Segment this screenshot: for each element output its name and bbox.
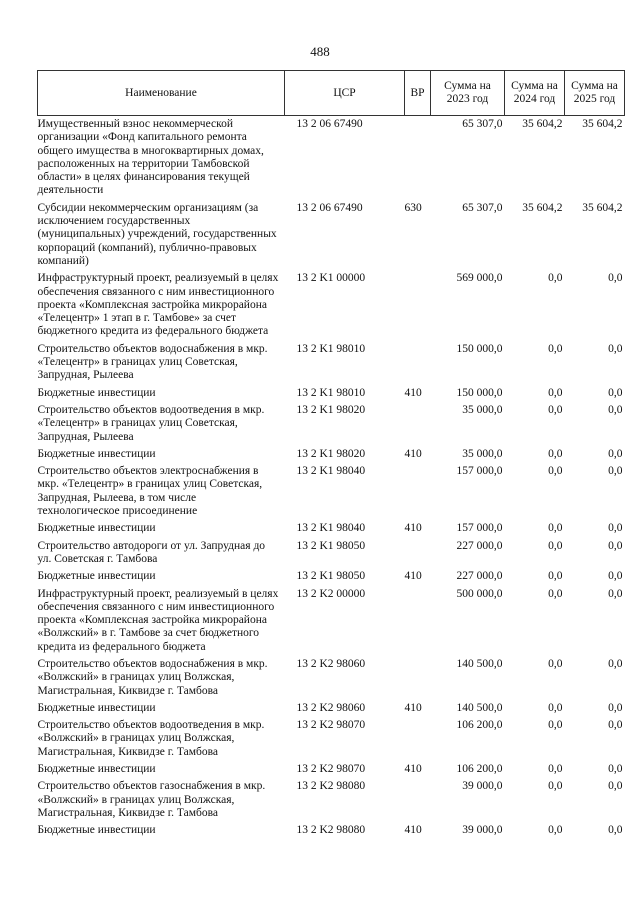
table-row [38,446,625,463]
row-csr: 13 2 K1 98020 [296,447,366,460]
row-sum-2023: 157 000,0 [456,465,503,478]
table-row [38,761,625,778]
row-name: Строительство объектов водоотведения в мкр. «Волжский» в границах улиц Волжская, Магистральная, Киквидзе г. Тамбова [37,719,265,758]
row-sum-2024: 35 604,2 [522,201,563,214]
row-csr: 13 2 K2 98080 [296,824,366,837]
table-row [38,116,625,200]
row-name: Инфраструктурный проект, реализуемый в целях обеспечения связанного с ним инвестиционного проекта «Комплексная застройка микрорайона «Волжский» в г. Тамбове за счет бюджетного кредита из федерального бюджета [37,587,279,653]
row-sum-2025: 0,0 [608,447,623,460]
table-row [38,656,625,700]
row-vr: 410 [404,701,422,714]
row-sum-2024: 0,0 [548,522,563,535]
table-row [38,586,625,656]
row-vr: 410 [404,570,422,583]
row-sum-2023: 500 000,0 [456,587,503,600]
row-csr: 13 2 K2 98060 [296,701,366,714]
row-sum-2023: 157 000,0 [456,522,503,535]
row-sum-2025: 0,0 [608,587,623,600]
row-csr: 13 2 K1 98040 [296,465,366,478]
budget-table [37,70,625,840]
row-sum-2024: 0,0 [548,570,563,583]
header-sum-2024: Сумма на 2024 год [505,71,565,116]
table-row [38,568,625,585]
table-row [38,822,625,839]
table-header-row [38,71,625,116]
row-sum-2025: 0,0 [608,824,623,837]
row-sum-2025: 0,0 [608,272,623,285]
row-name: Бюджетные инвестиции [37,701,156,714]
row-sum-2024: 0,0 [548,701,563,714]
row-sum-2025: 0,0 [608,539,623,552]
table-row [38,341,625,385]
row-sum-2024: 0,0 [548,719,563,732]
row-name: Строительство объектов водоотведения в мкр. «Телецентр» в границах улиц Советская, Запрудная, Рылеева [37,403,265,443]
row-name: Строительство автодороги от ул. Запрудная до ул. Советская г. Тамбова [37,539,266,565]
table-row [38,385,625,402]
row-csr: 13 2 K2 98070 [296,763,366,776]
row-sum-2025: 0,0 [608,719,623,732]
row-sum-2023: 39 000,0 [462,780,503,793]
table-row [38,717,625,761]
row-vr [405,116,431,200]
header-sum-2023: Сумма на 2023 год [431,71,505,116]
row-sum-2023: 65 307,0 [462,118,503,130]
row-csr: 13 2 06 67490 [296,118,363,130]
row-csr: 13 2 K2 98080 [296,780,366,793]
row-sum-2025: 0,0 [608,522,623,535]
row-name: Бюджетные инвестиции [37,386,156,399]
row-name: Имущественный взнос некоммерческой организации «Фонд капитального ремонта общего имущества в многоквартирных домах, расположенных на территории Тамбовской области» в целях финансирования текущей деятельности [37,118,264,197]
row-sum-2023: 35 000,0 [462,447,503,460]
row-csr: 13 2 K2 00000 [296,587,366,600]
table-row [38,402,625,446]
table-row [38,270,625,340]
row-sum-2024: 0,0 [548,465,563,478]
row-sum-2023: 39 000,0 [462,824,503,837]
row-vr: 410 [404,386,422,399]
row-vr: 410 [404,824,422,837]
row-sum-2025: 0,0 [608,403,623,416]
row-name: Строительство объектов газоснабжения в мкр. «Волжский» в границах улиц Волжская, Магистральная, Киквидзе г. Тамбова [37,780,266,819]
row-sum-2025: 0,0 [608,701,623,714]
row-vr: 410 [404,763,422,776]
row-sum-2024: 0,0 [548,272,563,285]
row-csr: 13 2 K2 98060 [296,657,366,670]
row-vr [405,402,431,446]
row-csr: 13 2 K1 98050 [296,539,366,552]
row-csr: 13 2 K1 98050 [296,570,366,583]
row-name: Строительство объектов водоснабжения в мкр. «Телецентр» в границах улиц Советская, Запрудная, Рылеева [37,342,268,382]
row-sum-2023: 140 500,0 [456,657,503,670]
table-row [38,463,625,520]
row-sum-2024: 0,0 [548,403,563,416]
row-sum-2023: 65 307,0 [462,201,503,214]
row-sum-2024: 35 604,2 [522,118,563,130]
row-csr: 13 2 K1 98010 [296,386,366,399]
header-vr: ВР [405,71,431,116]
page-number: 488 [310,44,330,59]
row-sum-2025: 0,0 [608,386,623,399]
row-sum-2023: 106 200,0 [456,719,503,732]
row-csr: 13 2 K1 00000 [296,272,366,285]
row-vr [405,538,431,569]
table-row [38,538,625,569]
table-row [38,200,625,270]
row-name: Бюджетные инвестиции [37,522,156,535]
row-sum-2024: 0,0 [548,342,563,355]
row-vr [405,656,431,700]
row-vr [405,463,431,520]
row-sum-2023: 35 000,0 [462,403,503,416]
row-vr [405,270,431,340]
row-name: Бюджетные инвестиции [37,447,156,460]
row-sum-2024: 0,0 [548,657,563,670]
row-sum-2024: 0,0 [548,386,563,399]
row-sum-2024: 0,0 [548,447,563,460]
row-sum-2023: 106 200,0 [456,763,503,776]
table-row [38,778,625,822]
row-vr [405,341,431,385]
row-vr [405,586,431,656]
table-row [38,700,625,717]
row-sum-2024: 0,0 [548,780,563,793]
row-sum-2023: 150 000,0 [456,386,503,399]
row-sum-2023: 140 500,0 [456,701,503,714]
row-csr: 13 2 K1 98010 [296,342,366,355]
row-sum-2024: 0,0 [548,824,563,837]
row-name: Строительство объектов электроснабжения в мкр. «Телецентр» в границах улиц Советская, Запрудная, Рылеева, в том числе технологическое присоединение [37,465,263,518]
header-csr: ЦСР [285,71,405,116]
row-sum-2025: 0,0 [608,780,623,793]
header-name: Наименование [38,71,285,116]
row-sum-2025: 0,0 [608,570,623,583]
row-csr: 13 2 K1 98040 [296,522,366,535]
row-csr: 13 2 06 67490 [296,201,363,214]
row-sum-2023: 150 000,0 [456,342,503,355]
row-name: Бюджетные инвестиции [37,763,156,776]
table-row [38,520,625,537]
row-sum-2025: 0,0 [608,657,623,670]
row-name: Бюджетные инвестиции [37,570,156,583]
row-name: Субсидии некоммерческим организациям (за исключением государственных (муниципальных) учреждений, государственных корпораций (компаний), публично-правовых компаний) [37,201,277,267]
row-vr: 410 [404,447,422,460]
row-vr: 630 [404,201,422,214]
row-sum-2025: 35 604,2 [582,201,623,214]
header-sum-2025: Сумма на 2025 год [565,71,625,116]
row-sum-2024: 0,0 [548,539,563,552]
table-body [38,116,625,840]
row-sum-2025: 0,0 [608,342,623,355]
row-sum-2025: 0,0 [608,465,623,478]
row-name: Инфраструктурный проект, реализуемый в целях обеспечения связанного с ним инвестиционного проекта «Комплексная застройка микрорайона «Телецентр» 1 этап в г. Тамбове» за счет бюджетного кредита из федерального бюджета [37,272,279,338]
row-sum-2025: 35 604,2 [582,118,623,130]
row-sum-2025: 0,0 [608,763,623,776]
row-name: Бюджетные инвестиции [37,824,156,837]
row-sum-2023: 569 000,0 [456,272,503,285]
row-csr: 13 2 K1 98020 [296,403,366,416]
row-vr: 410 [404,522,422,535]
row-sum-2024: 0,0 [548,763,563,776]
row-vr [405,778,431,822]
row-sum-2023: 227 000,0 [456,539,503,552]
row-sum-2024: 0,0 [548,587,563,600]
row-sum-2023: 227 000,0 [456,570,503,583]
row-vr [405,717,431,761]
row-name: Строительство объектов водоснабжения в мкр. «Волжский» в границах улиц Волжская, Магистральная, Киквидзе г. Тамбова [37,657,268,697]
row-csr: 13 2 K2 98070 [296,719,366,732]
